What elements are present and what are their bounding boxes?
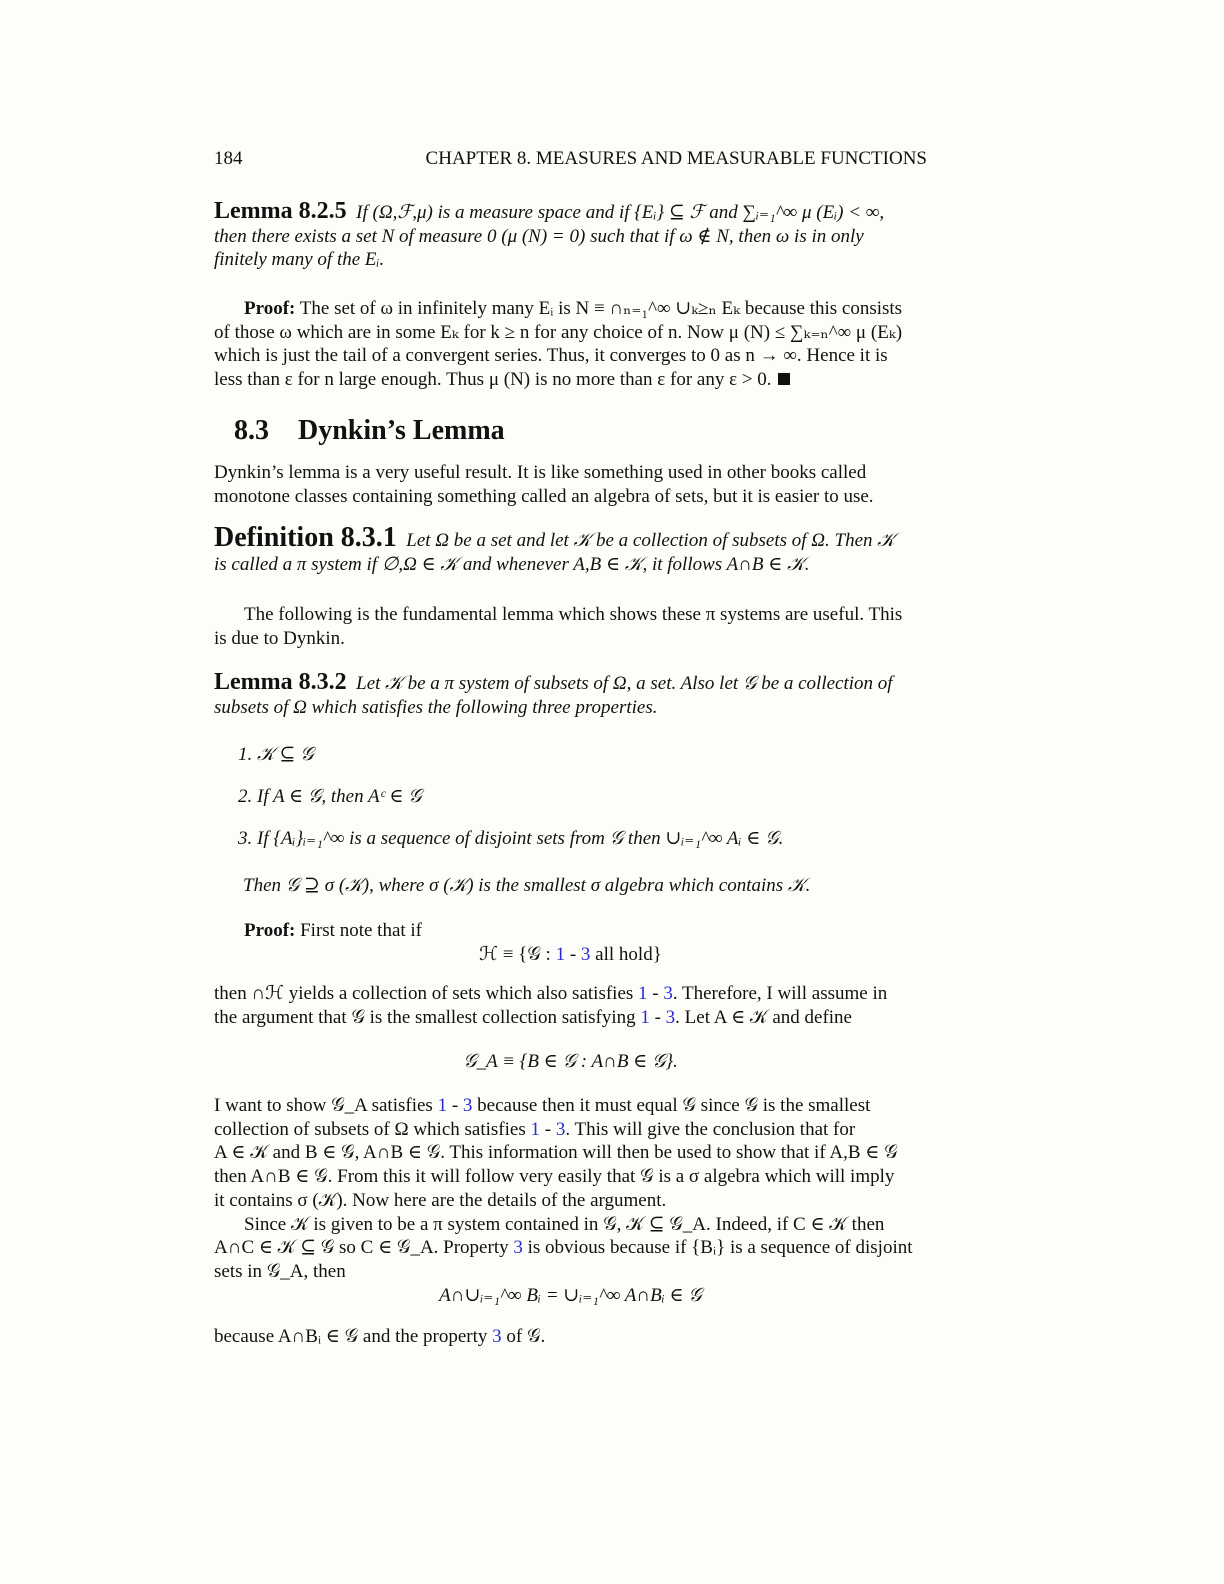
property-link[interactable]: 3	[580, 943, 591, 965]
lemma-text-line: Let 𝒦 be a π system of subsets of Ω, a set. Also let 𝒢 be a collection of	[356, 673, 893, 694]
proof-text: -	[647, 983, 664, 1004]
proof-text: -	[539, 1118, 556, 1140]
chapter-title: CHAPTER 8. MEASURES AND MEASURABLE FUNCTIONS	[425, 148, 927, 169]
proof-text: the argument that 𝒢 is the smallest collection satisfying	[214, 1006, 641, 1028]
lemma-8-2-5	[214, 200, 927, 272]
proof-text: of 𝒢.	[501, 1326, 546, 1347]
display-equation: A∩∪ᵢ₌₁^∞ Bᵢ = ∪ᵢ₌₁^∞ A∩Bᵢ ∈ 𝒢	[439, 1284, 702, 1306]
definition-text-line: Let Ω be a set and let 𝒦 be a collection of subsets of Ω. Then 𝒦	[406, 530, 895, 551]
proof-label: Proof:	[244, 298, 296, 319]
display-equation: ℋ ≡ {𝒢 :	[479, 943, 556, 965]
proof-text-line: First note that if	[300, 920, 423, 941]
page-number: 184	[214, 148, 243, 169]
proof-text-line: which is just the tail of a convergent series. Thus, it converges to 0 as n → ∞. Hence it is	[214, 345, 888, 367]
proof-text: it contains σ (𝒦). Now here are the details of the argument.	[214, 1189, 667, 1211]
proof-text-line: of those ω which are in some Eₖ for k ≥ n for any choice of n. Now μ (N) ≤ ∑ₖ₌ₙ^∞ μ (Eₖ)	[214, 321, 903, 343]
fundamental-paragraph	[214, 603, 927, 650]
proof-lemma-8-2-5	[214, 297, 927, 392]
property-link[interactable]: 1	[640, 1006, 650, 1028]
lemma-text-line: then there exists a set N of measure 0 (μ (N) = 0) such that if ω ∉ N, then ω is in only	[214, 225, 864, 247]
display-equation-ga	[214, 1050, 927, 1074]
proof-text: then A∩B ∈ 𝒢. From this it will follow very easily that 𝒢 is a σ algebra which will imply	[214, 1166, 895, 1188]
proof-text: because A∩Bᵢ ∈ 𝒢 and the property	[214, 1326, 493, 1347]
lemma-text-line: finitely many of the Eᵢ.	[214, 249, 385, 271]
proof-text-line: The set of ω in infinitely many Eᵢ is N ≡ ∩ₙ₌₁^∞ ∪ₖ≥ₙ Eₖ because this consists	[299, 298, 903, 319]
property-link[interactable]: 3	[462, 1095, 473, 1116]
proof-text: A ∈ 𝒦 and B ∈ 𝒢, A∩B ∈ 𝒢. This information will then be used to show that if A,B ∈ 𝒢	[214, 1142, 898, 1164]
proof-text: -	[649, 1006, 666, 1028]
property-item: 1. 𝒦 ⊆ 𝒢	[238, 744, 314, 765]
display-equation: all hold}	[590, 943, 662, 965]
lemma-conclusion: Then 𝒢 ⊇ σ (𝒦), where σ (𝒦) is the smallest σ algebra which contains 𝒦.	[243, 875, 811, 896]
paragraph-line: The following is the fundamental lemma which shows these π systems are useful. This	[244, 604, 903, 625]
definition-text-line: is called a π system if ∅,Ω ∈ 𝒦 and whenever A,B ∈ 𝒦, it follows A∩B ∈ 𝒦.	[214, 553, 810, 575]
proof-text-line: less than ε for n large enough. Thus μ (N) is no more than ε for any ε > 0.	[214, 369, 772, 391]
property-link[interactable]: 3	[492, 1326, 502, 1347]
property-link[interactable]: 1	[555, 943, 566, 965]
lemma-text-line: subsets of Ω which satisfies the following three properties.	[214, 696, 658, 718]
property-link[interactable]: 1	[530, 1118, 540, 1140]
proof-paragraph	[214, 1094, 927, 1307]
section-title: Dynkin’s Lemma	[298, 415, 505, 446]
proof-text: collection of subsets of Ω which satisfies	[214, 1118, 531, 1140]
qed-square-icon	[778, 373, 790, 385]
property-link[interactable]: 3	[663, 983, 673, 1004]
property-link[interactable]: 3	[555, 1118, 566, 1140]
section-heading	[234, 415, 947, 447]
lemma-label: Lemma 8.3.2	[214, 669, 347, 695]
intro-line: monotone classes containing something called an algebra of sets, but it is easier to use.	[214, 485, 874, 507]
display-equation: -	[565, 943, 581, 965]
proof-text: sets in 𝒢_A, then	[214, 1260, 346, 1282]
proof-text: because then it must equal 𝒢 since 𝒢 is the smallest	[472, 1095, 871, 1116]
proof-text: . Therefore, I will assume in	[672, 983, 888, 1004]
proof-text: A∩C ∈ 𝒦 ⊆ 𝒢 so C ∈ 𝒢_A. Property	[214, 1237, 514, 1259]
intro-paragraph	[214, 461, 927, 508]
proof-label: Proof:	[244, 920, 296, 941]
proof-text: -	[447, 1095, 463, 1116]
lemma-text-line: If (Ω,ℱ,μ) is a measure space and if {Eᵢ} ⊆ ℱ and ∑ᵢ₌₁^∞ μ (Eᵢ) < ∞,	[356, 202, 885, 223]
property-link[interactable]: 3	[665, 1006, 676, 1028]
intro-line: Dynkin’s lemma is a very useful result. It is like something used in other books called	[214, 462, 867, 483]
paragraph-line: is due to Dynkin.	[214, 627, 345, 649]
proof-text: . This will give the conclusion that for	[565, 1118, 856, 1140]
proof-text: . Let A ∈ 𝒦 and define	[675, 1006, 852, 1028]
proof-text: Since 𝒦 is given to be a π system contained in 𝒢, 𝒦 ⊆ 𝒢_A. Indeed, if C ∈ 𝒦 then	[244, 1213, 885, 1235]
display-equation: 𝒢_A ≡ {B ∈ 𝒢 : A∩B ∈ 𝒢}.	[463, 1051, 678, 1072]
property-link[interactable]: 3	[513, 1237, 523, 1259]
proof-text: I want to show 𝒢_A satisfies	[214, 1095, 438, 1116]
section-number: 8.3	[234, 415, 269, 446]
proof-text: is obvious because if {Bᵢ} is a sequence of disjoint	[522, 1237, 913, 1259]
property-link[interactable]: 1	[437, 1095, 448, 1116]
definition-8-3-1	[214, 522, 927, 576]
lemma-label: Lemma 8.2.5	[214, 198, 347, 224]
property-item: 2. If A ∈ 𝒢, then Aᶜ ∈ 𝒢	[238, 786, 422, 807]
lemma-8-3-2	[214, 671, 927, 719]
proof-paragraph	[214, 982, 927, 1029]
proof-lemma-8-3-2	[214, 919, 927, 966]
proof-paragraph	[214, 1325, 927, 1349]
property-item: 3. If {Aᵢ}ᵢ₌₁^∞ is a sequence of disjoint sets from 𝒢 then ∪ᵢ₌₁^∞ Aᵢ ∈ 𝒢.	[238, 828, 784, 849]
definition-label: Definition 8.3.1	[214, 522, 397, 553]
proof-text: then ∩ℋ yields a collection of sets which also satisfies	[214, 983, 639, 1004]
property-link[interactable]: 1	[638, 983, 648, 1004]
